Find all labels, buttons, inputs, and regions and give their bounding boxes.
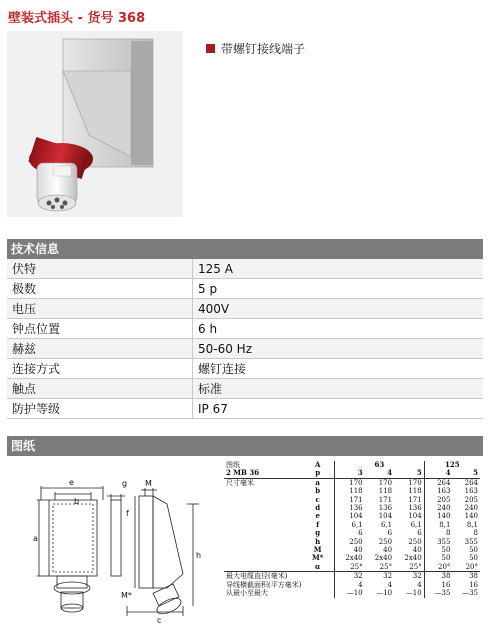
dim-label-M: M: [145, 479, 152, 488]
dim-unit-label: [224, 554, 301, 562]
table-row: [224, 589, 480, 597]
dim-cell: 2x40: [374, 554, 393, 563]
dim-header-a: A: [314, 460, 321, 469]
dim-cell: 171: [408, 495, 422, 504]
dim-cell: 40: [412, 546, 422, 555]
dim-cell: 8,1: [466, 520, 478, 529]
dim-cell: 4: [417, 580, 422, 589]
dim-cell: 104: [378, 512, 393, 521]
dim-cell: 118: [335, 487, 365, 495]
dimension-drawing: [7, 456, 227, 626]
dim-header-125: 125: [424, 461, 480, 469]
spec-value: IP 67: [193, 399, 484, 419]
dim-cell: 16: [424, 581, 452, 589]
dim-label-g: g: [122, 479, 128, 488]
dim-cell: 6: [387, 529, 393, 538]
dim-cell: 8: [424, 529, 452, 537]
dim-cell: 171: [335, 496, 365, 504]
dim-cell: 2x40: [335, 554, 365, 562]
table-row: [224, 496, 480, 504]
dim-cell: 205: [464, 495, 478, 504]
spec-key: 连接方式: [7, 359, 193, 379]
dim-cell: 170: [335, 478, 365, 487]
table-row: [224, 469, 480, 478]
table-row: [7, 299, 483, 319]
dim-cell: 32: [383, 572, 393, 581]
dim-cell: 140: [424, 512, 452, 520]
dim-cell: 118: [408, 487, 422, 496]
dim-unit-label: [224, 563, 301, 572]
product-title: 壁装式插头 - 货号 368: [8, 11, 146, 26]
dim-cell: 20°: [424, 563, 452, 572]
dim-cell: 4: [387, 580, 393, 589]
table-row: [7, 259, 483, 279]
dim-cell: 8,1: [424, 521, 452, 529]
dim-cell: 240: [424, 504, 452, 512]
dim-cell: 5: [452, 469, 480, 478]
dim-letter: f: [316, 519, 320, 529]
table-row: [7, 319, 483, 339]
table-row: [7, 339, 483, 359]
spec-value: 6 h: [193, 319, 484, 339]
table-row: [7, 379, 483, 399]
dim-cell: 4: [424, 469, 452, 478]
spec-key: 赫兹: [7, 339, 193, 359]
dim-label-c: c: [157, 616, 162, 625]
dim-label-f: f: [126, 509, 129, 518]
dim-footer-label: 导线横截面积(平方毫米): [226, 580, 302, 589]
dim-cell: 264: [424, 478, 452, 487]
table-row: [224, 563, 480, 572]
dim-cell: —35: [424, 589, 452, 597]
dim-cell: 104: [335, 512, 365, 520]
table-row: [224, 487, 480, 495]
spec-value: 螺钉连接: [193, 359, 484, 379]
dim-label-mstar: M*: [121, 591, 132, 600]
table-row: [7, 279, 483, 299]
dim-cell: 250: [408, 537, 422, 546]
dim-letter: d: [315, 503, 321, 513]
dim-footer-label: 最大电缆直径(毫米): [226, 572, 288, 581]
dim-cell: 32: [335, 572, 365, 581]
dim-cell: 5: [394, 469, 424, 478]
dim-letter: M*: [311, 553, 324, 563]
spec-value: 50-60 Hz: [193, 339, 484, 359]
dim-cell: 136: [408, 504, 422, 513]
dim-cell: 50: [424, 554, 452, 562]
dim-letter: h: [315, 536, 321, 546]
dim-unit-label: 尺寸毫米: [226, 478, 254, 487]
table-row: [224, 478, 480, 487]
dim-header-p: p: [301, 469, 334, 478]
dim-cell: 40: [383, 546, 393, 555]
dim-letter: a: [315, 477, 320, 487]
table-row: [224, 521, 480, 529]
bullet-square-icon: [206, 44, 215, 53]
dim-cell: 250: [335, 538, 365, 546]
table-row: [224, 572, 480, 581]
dim-unit-label: [224, 487, 301, 495]
dim-letter: α: [301, 563, 334, 572]
dim-cell: 50: [469, 546, 478, 555]
dim-cell: 6,1: [335, 521, 365, 529]
table-row: [7, 399, 483, 419]
dim-cell: 3: [335, 469, 365, 478]
dim-cell: 4: [365, 469, 394, 478]
dim-unit-label: [224, 538, 301, 546]
spec-value: 5 p: [193, 279, 484, 299]
spec-value: 标准: [193, 379, 484, 399]
table-row: [224, 504, 480, 512]
table-row: [224, 554, 480, 562]
dim-label-e: e: [69, 478, 74, 487]
dim-cell: 240: [464, 504, 478, 513]
dim-unit-label: [224, 529, 301, 537]
dim-unit-label: [224, 546, 301, 554]
dim-letter: e: [315, 511, 320, 521]
dim-cell: 38: [424, 572, 452, 581]
dim-letter: g: [315, 528, 321, 538]
dim-letter: b: [315, 486, 321, 496]
table-row: [224, 461, 480, 469]
dim-label-h: h: [196, 551, 202, 560]
drawing-header: 图纸: [7, 436, 483, 456]
dim-cell: 171: [378, 495, 393, 504]
dim-cell: 163: [424, 487, 452, 495]
dim-cell: 104: [408, 512, 422, 521]
tech-info-header: 技术信息: [7, 239, 483, 259]
dim-cell: 40: [335, 546, 365, 554]
dim-cell: 136: [378, 504, 393, 513]
dim-cell: 170: [378, 478, 393, 487]
dim-cell: 32: [412, 572, 422, 581]
dim-cell: 20°: [452, 563, 480, 572]
spec-key: 钟点位置: [7, 319, 193, 339]
dim-cell: 50: [424, 546, 452, 554]
spec-key: 电压: [7, 299, 193, 319]
dim-letter: M: [313, 545, 322, 555]
dim-unit-label: [224, 496, 301, 504]
dim-unit-label: [224, 512, 301, 520]
dim-cell: —10: [376, 589, 393, 598]
dim-unit-label: [224, 504, 301, 512]
dim-model: 2 MB 36: [224, 469, 301, 478]
dim-cell: 264: [464, 478, 478, 487]
dim-cell: 163: [464, 487, 478, 496]
dim-label-a: a: [33, 534, 38, 543]
table-row: [224, 512, 480, 520]
dim-cell: —35: [462, 589, 478, 598]
dim-cell: 355: [424, 538, 452, 546]
spec-key: 触点: [7, 379, 193, 399]
spec-value: 400V: [193, 299, 484, 319]
dim-cell: 118: [378, 487, 393, 496]
dim-unit-label: [224, 521, 301, 529]
table-row: [224, 546, 480, 554]
spec-value: 125 A: [193, 259, 484, 279]
dim-cell: 355: [464, 537, 478, 546]
product-photo: [7, 31, 183, 217]
dim-cell: 25°: [335, 563, 365, 572]
dim-header-label: 图纸: [226, 461, 240, 469]
dim-cell: 205: [424, 496, 452, 504]
tech-spec-table: [7, 259, 483, 419]
dim-cell: 136: [335, 504, 365, 512]
spec-key: 伏特: [7, 259, 193, 279]
dim-cell: 25°: [394, 563, 424, 572]
dim-cell: 8: [473, 529, 478, 538]
dim-cell: 250: [378, 537, 393, 546]
table-row: [224, 581, 480, 589]
dim-cell: 140: [464, 512, 478, 521]
table-row: [224, 529, 480, 537]
dimension-table: [224, 461, 480, 598]
dim-cell: 16: [469, 580, 478, 589]
dim-cell: 6,1: [380, 520, 393, 529]
spec-key: 极数: [7, 279, 193, 299]
dim-cell: 4: [335, 581, 365, 589]
dim-cell: 25°: [365, 563, 394, 572]
dim-cell: 6,1: [410, 520, 422, 529]
dim-cell: 6: [335, 529, 365, 537]
dim-cell: 38: [469, 572, 478, 581]
feature-item: [206, 40, 305, 57]
spec-key: 防护等级: [7, 399, 193, 419]
dim-letter: c: [315, 494, 320, 504]
dim-cell: 2x40: [404, 554, 422, 563]
dim-header-63: 63: [335, 461, 425, 469]
dim-cell: 170: [408, 478, 422, 487]
table-row: [7, 359, 483, 379]
dim-cell: 50: [469, 554, 478, 563]
dim-label-b: b: [74, 497, 80, 506]
dim-cell: —10: [335, 589, 365, 597]
table-row: [224, 538, 480, 546]
dim-cell: 6: [417, 529, 422, 538]
dim-cell: —10: [405, 589, 422, 598]
dim-footer-label: 从最小至最大: [226, 589, 268, 598]
feature-label: 带螺钉接线端子: [221, 42, 306, 56]
